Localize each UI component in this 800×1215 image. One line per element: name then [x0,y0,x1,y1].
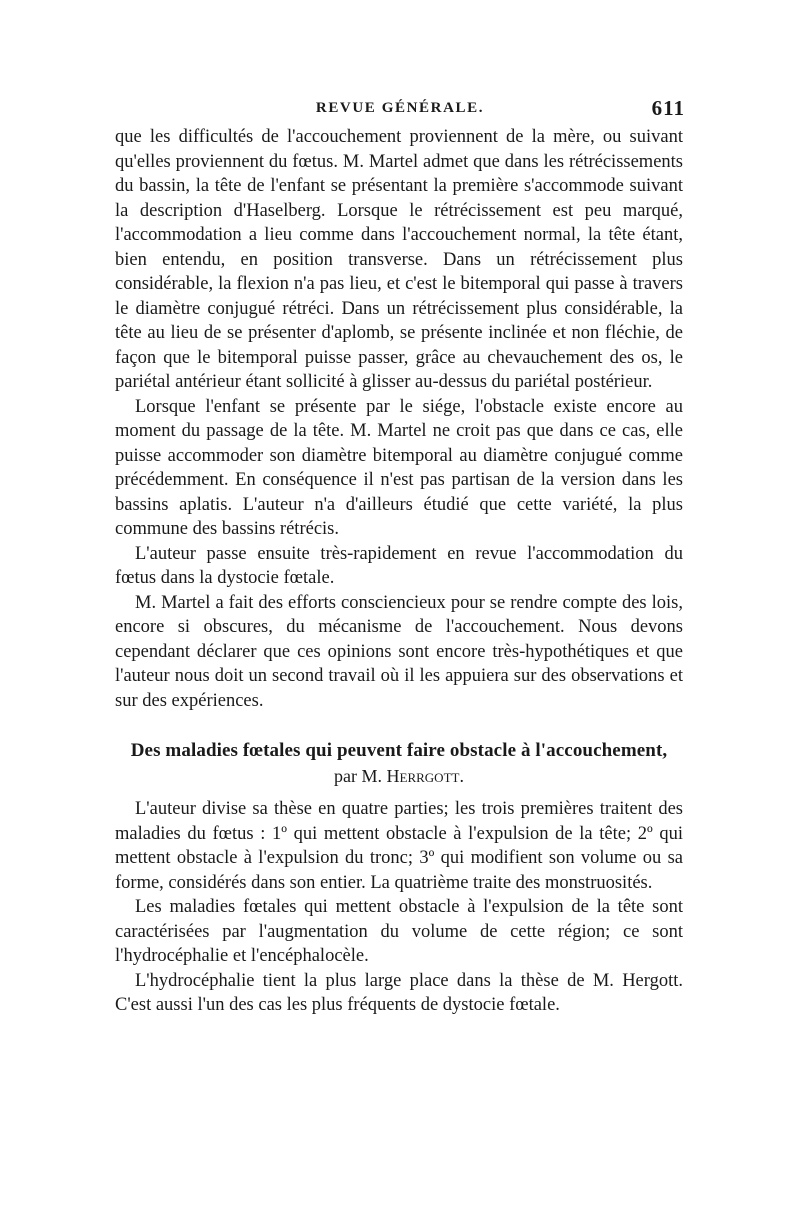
paragraph-siege: Lorsque l'enfant se présente par le siége, l'obstacle existe encore au moment du passage de la tête. M. Martel ne croit pas que dans ce cas, elle puisse accommoder son diamètre bitemporal au diamètre conjugué comme précédemment. En conséquence il n'est pas partisan de la version dans les bassins aplatis. L'auteur n'a d'ailleurs étudié que cette variété, la plus commune des bassins rétrécis. [115,396,683,539]
paragraph-conclusion: M. Martel a fait des efforts consciencieux pour se rendre compte des lois, encore si obscures, du mécanisme de l'accouchement. Nous devons cependant déclarer que ces opinions sont encore très-hypothétiques et que l'auteur nous doit un second travail où il les appuiera sur des observations et sur des expériences. [115,592,683,711]
author-name: Herrgott. [386,766,464,786]
paragraph-accommodation: L'auteur passe ensuite très-rapidement en revue l'accommodation du fœtus dans la dystocie fœtale. [115,543,683,588]
page-number: 611 [651,96,685,120]
paragraph-thesis-parts: L'auteur divise sa thèse en quatre parties; les trois premières traitent des maladies du fœtus : 1º qui mettent obstacle à l'expulsion de la tête; 2º qui mettent obstacle à l'expulsion du tronc; 3º qui modifient son volume ou sa forme, considérés dans son entier. La quatrième traite des monstruosités. [115,799,683,893]
running-head [115,96,685,120]
paragraph-hydrocephalie: L'hydrocéphalie tient la plus large place dans la thèse de M. Hergott. C'est aussi l'un des cas les plus fréquents de dystocie fœtale. [115,970,683,1015]
section-author [115,763,683,789]
section-title: Des maladies fœtales qui peuvent faire obstacle à l'accouchement, [130,740,668,761]
paragraph-head-diseases: Les maladies fœtales qui mettent obstacle à l'expulsion de la tête sont caractérisées par l'augmentation du volume de cette région; ce sont l'hydrocéphalie et l'encéphalocèle. [115,897,683,966]
author-prefix: par M. [334,766,387,786]
running-title: REVUE GÉNÉRALE. [315,100,485,116]
body-text [115,125,683,1018]
paragraph-continued: que les difficultés de l'accouchement proviennent de la mère, ou suivant qu'elles proviennent du fœtus. M. Martel admet que dans les rétrécissements du bassin, la tête de l'enfant se présentant la première s'accommode suivant la description d'Haselberg. Lorsque le rétrécissement est peu marqué, l'accommodation a lieu comme dans l'accouchement normal, la tête étant, bien entendu, en position transverse. Dans un rétrécissement plus considérable, la flexion n'a pas lieu, et c'est le bitemporal qui passe à travers le diamètre conjugué rétréci. Dans un rétrécissement plus considérable, la tête au lieu de se présenter d'aplomb, se présente inclinée et non fléchie, de façon que le bitemporal puisse passer, grâce au chevauchement des os, le pariétal antérieur étant sollicité à glisser au-dessus du pariétal postérieur. [115,127,683,392]
